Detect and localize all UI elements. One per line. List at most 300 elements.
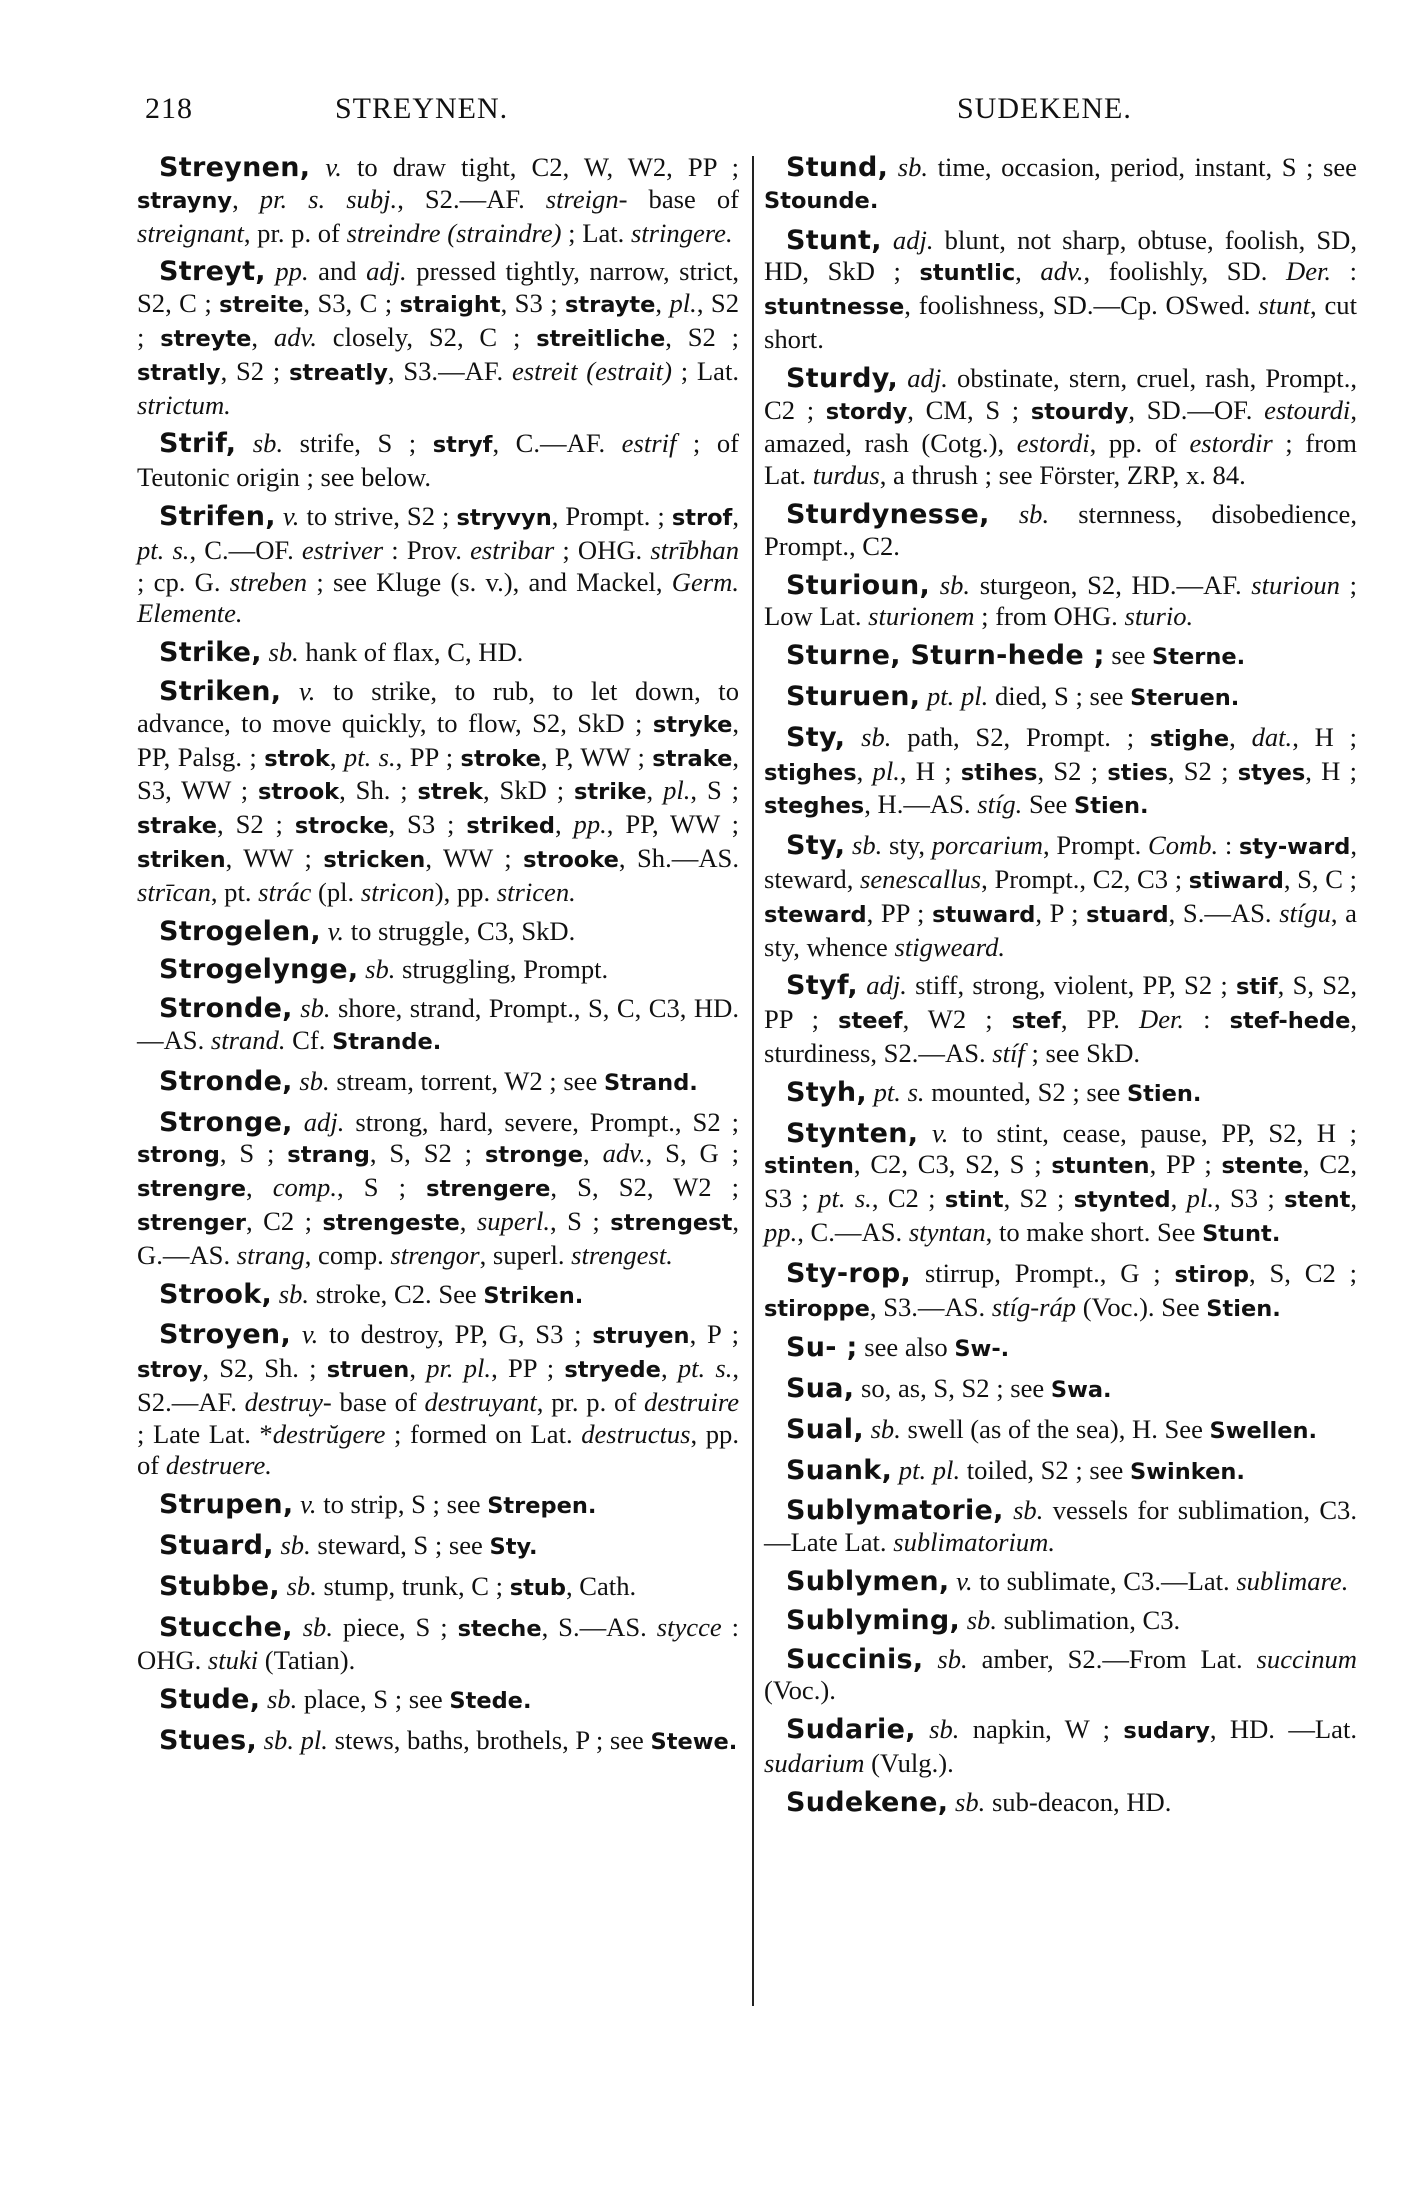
right-column	[764, 152, 1357, 1826]
headword: Sua,	[786, 1373, 855, 1405]
entry-text: :	[1184, 1004, 1230, 1035]
italic-text: adj.	[907, 362, 948, 393]
headword: Sublyming,	[786, 1604, 961, 1636]
bold-form: stiroppe	[764, 1295, 870, 1322]
italic-text: sb.	[897, 152, 929, 182]
italic-text: dat.	[1251, 721, 1293, 752]
dictionary-entry	[764, 1373, 1357, 1407]
italic-text: sb.	[266, 1684, 298, 1715]
bold-form: stourdy	[1030, 398, 1129, 425]
entry-text: , PP, WW ;	[606, 809, 740, 840]
entry-text: , S3 ;	[1214, 1183, 1285, 1214]
entry-text: stump, trunk, C ;	[316, 1570, 510, 1601]
dictionary-entry	[137, 256, 739, 421]
bold-form: stronge	[484, 1142, 584, 1169]
entry-text: , to make short. See	[985, 1216, 1203, 1247]
bold-form: streite	[219, 292, 304, 319]
entry-text: , PP ;	[1149, 1149, 1222, 1180]
dictionary-entry	[137, 1107, 739, 1272]
entry-text	[260, 1684, 267, 1714]
entry-text	[310, 152, 325, 182]
dictionary-entry	[764, 1495, 1357, 1559]
bold-form: stiward	[1188, 867, 1284, 894]
bold-form: Swa.	[1050, 1377, 1112, 1404]
bold-form: streatly	[289, 359, 388, 386]
dictionary-entry	[137, 916, 739, 948]
entry-text: , pt.	[210, 876, 259, 907]
entry-text: stirrup, Prompt., G ;	[911, 1257, 1175, 1288]
italic-text: streign-	[545, 183, 628, 214]
entry-text: , S ;	[337, 1172, 427, 1203]
entry-text: ,	[856, 755, 873, 786]
bold-form: stynted	[1073, 1187, 1171, 1214]
entry-text: (Vulg.).	[864, 1748, 954, 1779]
bold-form: stuntnesse	[764, 294, 905, 321]
entry-text: , a sty, whence	[764, 897, 1357, 962]
bold-form: strek	[417, 779, 483, 806]
entry-text: , WW ;	[225, 842, 324, 873]
dictionary-entry	[764, 1644, 1357, 1708]
bold-form: stroke	[460, 745, 541, 772]
entry-text: to strike, to rub, to let down, to advance, to move quickly, to flow, S2, SkD ;	[137, 675, 739, 738]
entry-text: base of	[627, 183, 739, 214]
italic-text: estriver	[301, 534, 384, 565]
bold-form: Swellen.	[1209, 1417, 1318, 1444]
italic-text: sb.	[302, 1611, 333, 1642]
bold-form: sudary	[1123, 1718, 1210, 1745]
bold-form: strake	[137, 813, 218, 840]
italic-text: comp.	[272, 1172, 338, 1203]
entry-text: , S3.—AS.	[869, 1291, 992, 1322]
italic-text: porcarium	[931, 830, 1043, 861]
dictionary-entry	[764, 1566, 1357, 1598]
entry-text: , pr. p. of	[536, 1386, 644, 1417]
entry-text: ,	[555, 809, 574, 840]
entry-text	[858, 970, 866, 1000]
headword: Strogelynge,	[159, 954, 359, 986]
italic-text: strác	[258, 876, 312, 907]
entry-text: blunt, not sharp, obtuse, foolish, SD, HD, SkD ;	[764, 224, 1358, 287]
entry-text: , C.—OF.	[189, 534, 302, 565]
headword: Strogelen,	[159, 915, 321, 947]
entry-text	[930, 570, 940, 600]
italic-text: styntan	[908, 1216, 986, 1247]
italic-text: adj.	[892, 224, 934, 255]
bold-form: strengest	[610, 1209, 733, 1236]
entry-text: ; formed on Lat.	[385, 1418, 582, 1449]
italic-text: sublimare.	[1236, 1566, 1349, 1597]
bold-form: Sty.	[489, 1534, 538, 1561]
entry-text	[845, 722, 861, 752]
italic-text: sturionem	[868, 601, 975, 632]
italic-text: sb.	[300, 993, 331, 1024]
bold-form: Steruen.	[1130, 684, 1240, 711]
entry-text: , HD. —Lat.	[1209, 1714, 1357, 1745]
italic-text: v.	[282, 500, 300, 531]
dictionary-entry	[764, 640, 1357, 674]
entry-text: , Prompt.	[1043, 830, 1149, 861]
italic-text: sb.	[286, 1570, 317, 1601]
entry-text: strife, S ;	[283, 428, 433, 459]
italic-text: sb.	[955, 1786, 986, 1817]
entry-text: closely, S2, C ;	[316, 321, 537, 352]
headword: Strook,	[159, 1278, 273, 1310]
entry-text: see	[1104, 640, 1153, 671]
italic-text: destruyant	[424, 1386, 537, 1417]
entry-text: ; from Lat.	[764, 428, 1357, 491]
entry-text	[888, 152, 898, 182]
entry-text: , WW ;	[425, 842, 524, 873]
bold-form: stub	[509, 1574, 566, 1601]
bold-form: strenger	[137, 1209, 246, 1236]
dictionary-entry	[764, 1605, 1357, 1637]
entry-text: Cf.	[285, 1024, 333, 1055]
entry-text: ,	[251, 321, 274, 352]
italic-text: strīcan	[137, 876, 211, 907]
entry-text: to strip, S ; see	[316, 1489, 488, 1520]
italic-text: estrif	[621, 428, 677, 459]
dictionary-entry	[137, 152, 739, 249]
entry-text: ,	[1229, 721, 1252, 752]
entry-text	[918, 1118, 932, 1148]
italic-text: pt. s.	[873, 1076, 925, 1107]
italic-text: streindre (straindre)	[346, 217, 562, 248]
entry-text: , S ;	[690, 775, 740, 806]
bold-form: Stounde.	[764, 187, 879, 214]
bold-form: Stien.	[1074, 793, 1149, 820]
headword: Stubbe,	[159, 1570, 280, 1602]
entry-text: , S2 ;	[1167, 755, 1238, 786]
bold-form: Stien.	[1206, 1295, 1281, 1322]
bold-form: streitliche	[536, 325, 666, 352]
italic-text: pt. s.	[677, 1353, 733, 1384]
italic-text: stricon	[360, 876, 435, 907]
italic-text: pl.	[663, 775, 691, 806]
bold-form: struyen	[592, 1323, 690, 1350]
headword: Styf,	[786, 970, 858, 1002]
entry-text: , C2 ;	[245, 1205, 323, 1236]
dictionary-entry	[764, 1714, 1357, 1780]
dictionary-entry	[764, 225, 1357, 356]
dictionary-entry	[137, 428, 739, 494]
entry-text: , S3 ;	[388, 809, 467, 840]
bold-form: striken	[137, 846, 226, 873]
entry-text: ,	[1350, 1183, 1357, 1214]
entry-text: stews, baths, brothels, P ; see	[327, 1725, 651, 1756]
dictionary-entry	[137, 1571, 739, 1605]
italic-text: strengest.	[571, 1239, 673, 1270]
entry-text: ; Lat.	[561, 217, 631, 248]
headword: Stynten,	[786, 1117, 919, 1149]
italic-text: pt. s.	[137, 534, 190, 565]
dictionary-entry	[137, 1319, 739, 1482]
entry-text: , C.—AS.	[797, 1216, 909, 1247]
bold-form: stryvyn	[456, 504, 552, 531]
bold-form: Sterne.	[1152, 644, 1246, 671]
dictionary-entry	[137, 1530, 739, 1564]
entry-text: (Voc.). See	[1076, 1291, 1207, 1322]
dictionary-entry	[137, 1279, 739, 1313]
italic-text: stringere.	[630, 217, 733, 248]
dictionary-entry	[764, 152, 1357, 218]
bold-form: Stede.	[449, 1688, 532, 1715]
entry-text: , S, G ;	[645, 1138, 739, 1169]
bold-form: stuntlic	[919, 260, 1016, 287]
entry-text: , foolishly, SD.	[1083, 256, 1286, 287]
entry-text: , P ;	[689, 1319, 740, 1350]
italic-text: stíf	[992, 1037, 1025, 1068]
dictionary-entry	[764, 1455, 1357, 1489]
entry-text: , S2 ;	[220, 355, 290, 386]
entry-text: , S.—AS.	[541, 1611, 657, 1642]
entry-text: piece, S ;	[333, 1611, 458, 1642]
entry-text	[898, 363, 907, 393]
bold-form: strook	[258, 779, 340, 806]
italic-text: sb.	[852, 830, 883, 861]
entry-text: hank of flax, C, HD.	[298, 637, 524, 668]
entry-text: ; see SkD.	[1024, 1037, 1141, 1068]
bold-form: strong	[137, 1142, 220, 1169]
italic-text: sb.	[966, 1604, 997, 1635]
entry-text: and	[308, 256, 367, 287]
left-column	[137, 152, 739, 1766]
italic-text: destructus	[581, 1418, 691, 1449]
entry-text: , S2 ;	[137, 288, 740, 352]
bold-form: strocke	[294, 813, 389, 840]
italic-text: streben	[229, 566, 308, 597]
italic-text: destrŭgere	[272, 1418, 386, 1449]
italic-text: strang	[236, 1239, 305, 1270]
bold-form: strengeste	[322, 1209, 460, 1236]
headword: Sturuen,	[786, 680, 921, 712]
entry-text: , foolishness, SD.—Cp. OSwed.	[904, 290, 1259, 321]
bold-form: stef	[1011, 1008, 1061, 1035]
dictionary-entry	[764, 363, 1357, 492]
entry-text: , P, WW ;	[540, 741, 653, 772]
italic-text: senescallus	[860, 863, 982, 894]
bold-form: stente	[1221, 1153, 1303, 1180]
headword: Stues,	[159, 1725, 258, 1757]
entry-text: , sturdiness, S2.—AS.	[764, 1004, 1358, 1068]
headword: Sty-rop,	[786, 1257, 912, 1289]
entry-text: ,	[732, 500, 739, 531]
italic-text: turdus	[812, 460, 880, 491]
entry-text	[923, 1644, 937, 1674]
entry-text: , S3, C ;	[303, 288, 400, 319]
left-running-head: STREYNEN.	[335, 92, 509, 125]
headword: Su- ;	[786, 1332, 858, 1364]
italic-text: strībhan	[650, 534, 739, 565]
entry-text: base of	[331, 1386, 425, 1417]
italic-text: adv.	[602, 1138, 646, 1169]
italic-text: pl.	[872, 755, 900, 786]
italic-text: estordi	[1016, 428, 1090, 459]
italic-text: v.	[300, 1489, 317, 1520]
entry-text: stream, torrent, W2 ; see	[329, 1065, 604, 1096]
dictionary-entry	[764, 1332, 1357, 1366]
entry-text	[892, 1455, 899, 1485]
italic-text: v.	[956, 1566, 973, 1597]
entry-text: , CM, S ;	[907, 394, 1031, 425]
entry-text: sty,	[882, 830, 932, 861]
headword: Sturdy,	[786, 362, 899, 394]
bold-form: stirop	[1174, 1261, 1249, 1288]
entry-text: , Prompt. ;	[551, 500, 672, 531]
italic-text: sb.	[280, 1530, 311, 1561]
bold-form: steef	[838, 1008, 903, 1035]
italic-text: sb.	[861, 721, 892, 752]
entry-text: , S3.—AF.	[387, 355, 512, 386]
entry-text: ; Lat.	[671, 355, 739, 386]
entry-text: , S, C ;	[1283, 863, 1358, 894]
headword: Stronde,	[159, 1065, 293, 1097]
entry-text: :	[1331, 256, 1358, 287]
dictionary-entry	[137, 676, 739, 909]
headword: Sty,	[786, 830, 846, 862]
headword: Suank,	[786, 1454, 893, 1486]
entry-text: , S3, WW ;	[137, 741, 739, 806]
headword: Streyt,	[159, 256, 266, 288]
entry-text: , S2.—AF.	[137, 1353, 740, 1417]
entry-text: , S, S2, PP ;	[764, 970, 1357, 1035]
entry-text: place, S ; see	[297, 1684, 450, 1715]
italic-text: pl.	[1186, 1183, 1215, 1214]
bold-form: Stewe.	[650, 1729, 738, 1756]
entry-text	[236, 428, 253, 458]
entry-text: : Prov.	[383, 534, 471, 565]
italic-text: sb.	[929, 1714, 960, 1745]
bold-form: stuard	[1086, 901, 1169, 928]
entry-text: , S ;	[219, 1138, 288, 1169]
entry-text: amber, S2.—From Lat.	[967, 1643, 1257, 1674]
entry-text: , S3 ;	[500, 288, 565, 319]
entry-text: , H.—AS.	[864, 789, 978, 820]
entry-text: stroke, C2. See	[309, 1278, 484, 1309]
column-divider	[752, 156, 754, 2006]
entry-text: path, S2, Prompt. ;	[891, 721, 1150, 752]
entry-text: struggling, Prompt.	[395, 954, 609, 985]
entry-text: , S.—AS.	[1168, 897, 1280, 928]
bold-form: strof	[671, 504, 733, 531]
entry-text: , C2, S3 ;	[764, 1149, 1358, 1214]
entry-text: ,	[1170, 1183, 1187, 1214]
dictionary-entry	[137, 501, 739, 630]
headword: Streynen,	[159, 152, 311, 183]
headword: Strifen,	[159, 500, 276, 532]
bold-form: streyte	[160, 325, 252, 352]
entry-text: , Sh. ;	[339, 775, 418, 806]
entry-text: , PP.	[1060, 1004, 1139, 1035]
italic-text: Germ. Elemente.	[137, 566, 739, 629]
italic-text: destruy-	[244, 1386, 332, 1417]
entry-text: , pp. of	[1089, 428, 1190, 459]
italic-text: Comb.	[1148, 830, 1219, 861]
entry-text: ,	[459, 1205, 477, 1236]
headword: Sudekene,	[786, 1786, 949, 1818]
italic-text: stígu	[1279, 897, 1331, 928]
italic-text: pl.	[669, 288, 697, 319]
bold-form: Sw-.	[954, 1336, 1010, 1363]
entry-text: see also	[857, 1332, 955, 1363]
entry-text: :	[1218, 830, 1239, 861]
bold-form: stordy	[825, 398, 908, 425]
entry-text: , S2 ;	[1003, 1183, 1074, 1214]
entry-text: to struggle, C3, SkD.	[344, 915, 576, 946]
entry-text: ; from OHG.	[974, 601, 1125, 632]
dictionary-entry	[764, 1414, 1357, 1448]
headword: Stunt,	[786, 224, 882, 256]
headword: Stronde,	[159, 993, 293, 1025]
bold-form: stryede	[564, 1357, 661, 1384]
entry-text	[1004, 1495, 1013, 1525]
entry-text: ; Low Lat.	[764, 569, 1358, 632]
bold-form: strike	[573, 779, 647, 806]
bold-form: Striken.	[483, 1282, 584, 1309]
entry-text: , S2 ;	[1037, 755, 1108, 786]
dictionary-entry	[137, 1612, 739, 1678]
dictionary-entry	[764, 1787, 1357, 1819]
right-running-head: SUDEKENE.	[957, 92, 1132, 125]
headword: Sublymatorie,	[786, 1495, 1004, 1527]
bold-form: stihes	[960, 759, 1038, 786]
entry-text	[920, 681, 927, 711]
dictionary-entry	[137, 1725, 739, 1759]
entry-text: , superl.	[479, 1239, 572, 1270]
entry-text: ; cp. G.	[137, 566, 230, 597]
entry-text	[321, 916, 328, 946]
entry-text: , pp. of	[137, 1418, 739, 1481]
entry-text: , steward,	[764, 830, 1357, 894]
bold-form: stinten	[764, 1153, 854, 1180]
italic-text: stricen.	[496, 876, 576, 907]
headword: Sudarie,	[786, 1714, 916, 1746]
italic-text: sb.	[1018, 498, 1050, 529]
italic-text: succinum	[1256, 1643, 1357, 1674]
bold-form: Strand.	[603, 1069, 698, 1096]
entry-text: , cut short.	[764, 290, 1357, 354]
italic-text: stunt	[1258, 290, 1311, 321]
entry-text: ; OHG.	[554, 534, 651, 565]
entry-text	[864, 1414, 871, 1444]
headword: Striken,	[159, 675, 282, 707]
bold-form: stef-hede	[1229, 1008, 1351, 1035]
entry-text: , amazed, rash (Cotg.),	[764, 394, 1357, 459]
entry-text: strong, hard, severe, Prompt., S2 ;	[344, 1106, 739, 1137]
headword: Strupen,	[159, 1489, 294, 1521]
entry-text: , a thrush ; see Förster, ZRP, x. 84.	[879, 460, 1246, 491]
entry-text: ,	[409, 1353, 427, 1384]
bold-form: strengre	[137, 1176, 246, 1203]
italic-text: adj.	[366, 256, 407, 287]
dictionary-entry	[764, 681, 1357, 715]
headword: Strif,	[159, 428, 237, 460]
bold-form: stint	[944, 1187, 1004, 1214]
entry-text	[276, 501, 283, 531]
headword: Sturdynesse,	[786, 498, 990, 530]
bold-form: stighes	[764, 759, 857, 786]
entry-text: sturgeon, S2, HD.—AF.	[970, 569, 1252, 600]
italic-text: sb. pl.	[263, 1725, 328, 1756]
italic-text: pr. pl.	[426, 1353, 492, 1384]
bold-form: Stunt.	[1202, 1220, 1281, 1247]
bold-form: stighe	[1149, 725, 1230, 752]
headword: Stude,	[159, 1684, 261, 1716]
entry-text: , Sh.—AS.	[618, 842, 739, 873]
dictionary-entry	[137, 993, 739, 1059]
italic-text: superl.	[476, 1205, 551, 1236]
entry-text: to draw tight, C2, W, W2, PP ;	[341, 152, 740, 182]
italic-text: adj.	[866, 970, 907, 1001]
